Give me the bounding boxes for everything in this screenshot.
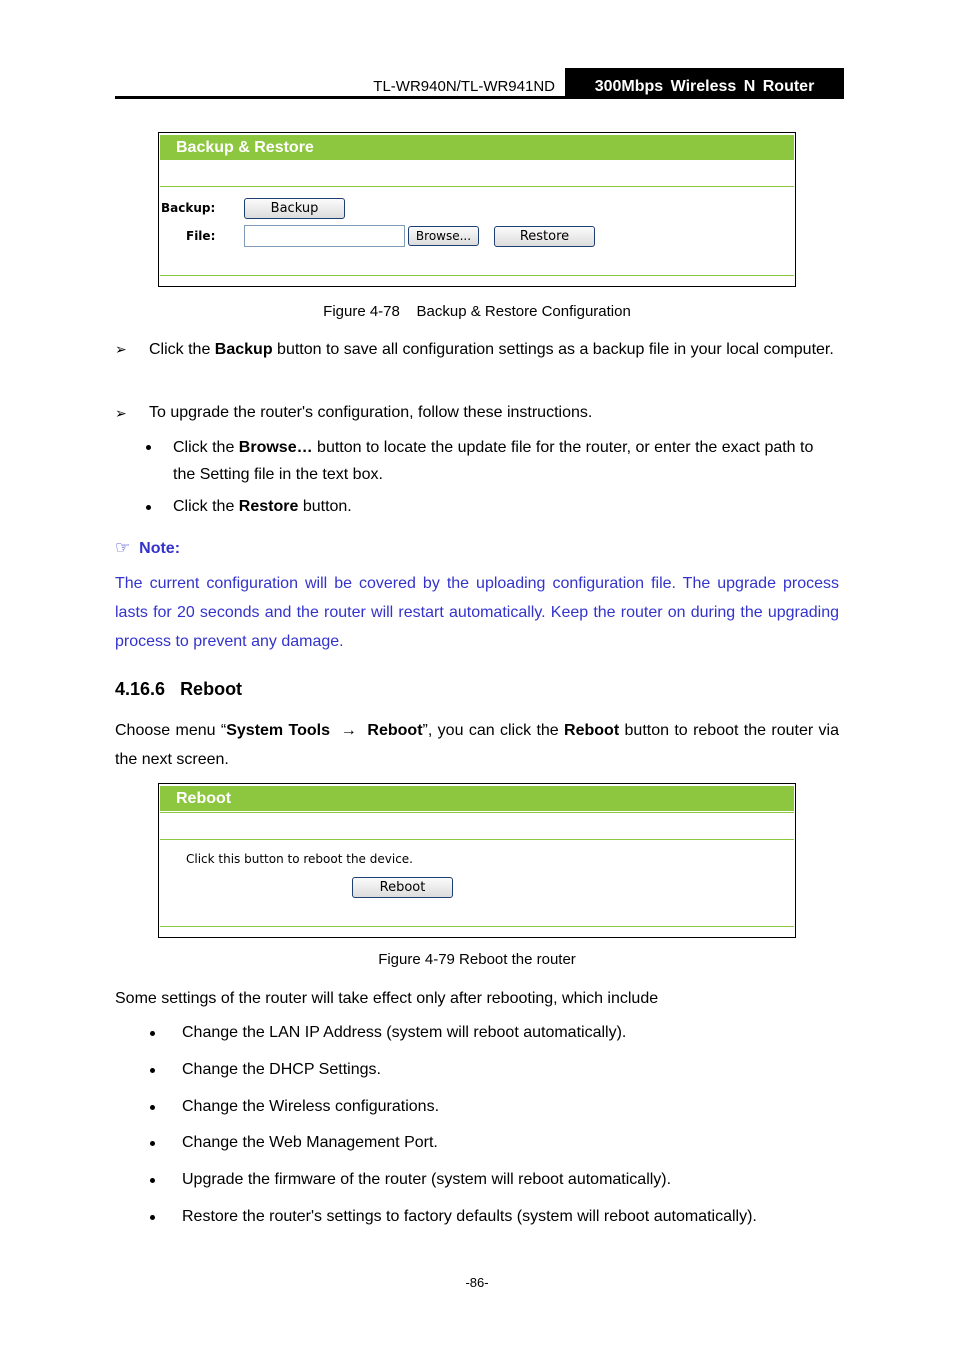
list-item: Change the DHCP Settings. (182, 1061, 381, 1078)
page-number: -86- (465, 1275, 489, 1290)
instruction-upgrade: To upgrade the router's configuration, follow these instructions. (149, 404, 593, 421)
backup-button[interactable]: Backup (244, 198, 345, 219)
note-heading (115, 537, 180, 560)
panel-divider (160, 839, 794, 840)
panel-bottom-line (160, 926, 794, 927)
panel-title: Reboot (160, 786, 794, 811)
settings-intro: Some settings of the router will take effect only after rebooting, which include (115, 990, 659, 1007)
reboot-message: Click this button to reboot the device. (186, 852, 413, 866)
restore-button[interactable]: Restore (494, 226, 595, 247)
note-text: The current configuration will be covered by the uploading configuration file. The upgrade process lasts for 20 seconds and the router will restart automatically. Keep the router on during the upgrading process to prevent any damage. (115, 575, 839, 650)
instruction-restore: Click the Restore button. (173, 498, 352, 515)
bullet-dot-icon (150, 1141, 155, 1146)
list-item: Change the Web Management Port. (182, 1134, 438, 1151)
note-label: Note: (139, 540, 181, 557)
file-label: File: (186, 229, 216, 243)
panel-divider (160, 812, 794, 813)
backup-label: Backup: (161, 201, 216, 215)
pointing-hand-icon: ☞ (115, 538, 131, 557)
panel-title: Backup & Restore (160, 135, 794, 160)
file-input[interactable] (244, 225, 405, 247)
figure-78-caption: Figure 4-78 Backup & Restore Configuration (323, 303, 631, 320)
bullet-dot-icon (146, 445, 151, 450)
reboot-panel (158, 783, 796, 938)
instruction-backup: Click the Backup button to save all configuration settings as a backup file in your local computer. (149, 341, 834, 358)
section-heading: 4.16.6 Reboot (115, 679, 243, 699)
list-item: Restore the router's settings to factory defaults (system will reboot automatically). (182, 1208, 757, 1225)
figure-79-caption: Figure 4-79 Reboot the router (378, 951, 576, 968)
arrow-bullet-icon: ➢ (115, 405, 127, 421)
list-item: Upgrade the firmware of the router (system will reboot automatically). (182, 1171, 672, 1188)
bullet-dot-icon (150, 1178, 155, 1183)
browse-button[interactable]: Browse... (408, 226, 479, 246)
arrow-bullet-icon: ➢ (115, 341, 127, 357)
bullet-dot-icon (150, 1068, 155, 1073)
instruction-browse: Click the Browse… button to locate the update file for the router, or enter the exact path to the Setting file in the text box. (173, 439, 814, 483)
panel-bottom-line (160, 275, 794, 276)
bullet-dot-icon (150, 1215, 155, 1220)
bullet-dot-icon (146, 505, 151, 510)
bullet-dot-icon (150, 1031, 155, 1036)
arrow-right-icon: → (340, 722, 357, 739)
bullet-dot-icon (150, 1105, 155, 1110)
header-rule (115, 96, 844, 99)
header-model: TL-WR940N/TL-WR941ND (373, 78, 555, 95)
backup-restore-panel (158, 132, 796, 287)
panel-divider (160, 186, 794, 187)
reboot-button[interactable]: Reboot (352, 877, 453, 898)
list-item: Change the LAN IP Address (system will reboot automatically). (182, 1024, 627, 1041)
list-item: Change the Wireless configurations. (182, 1098, 440, 1115)
reboot-intro: Choose menu “System Tools → Reboot”, you can click the Reboot button to reboot the router via the next screen. (115, 722, 839, 768)
header-product: 300Mbps Wireless N Router (565, 68, 844, 99)
